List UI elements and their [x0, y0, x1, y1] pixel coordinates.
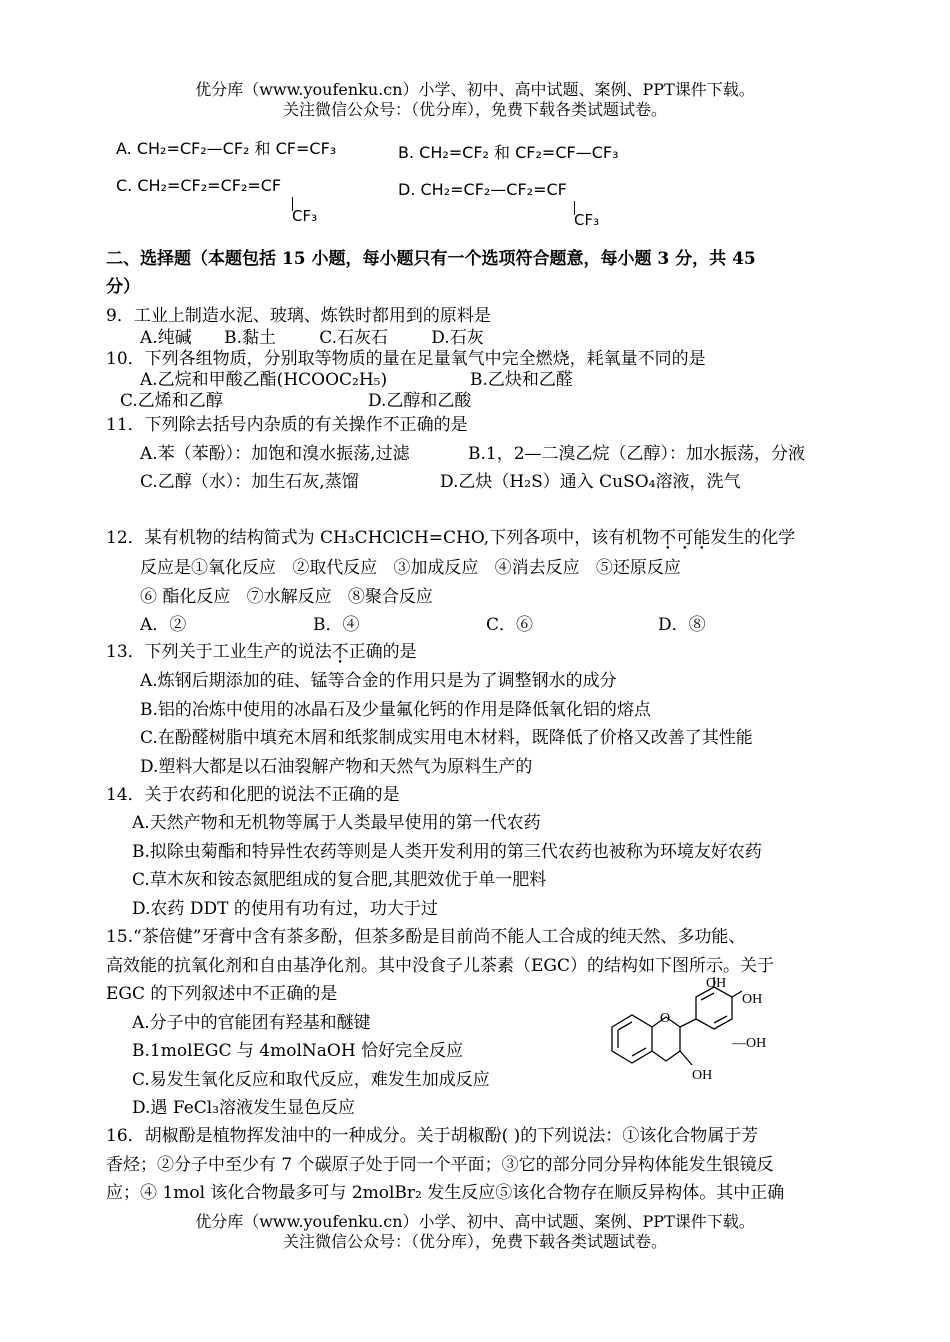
q14-option-b: B.拟除虫菊酯和特异性农药等则是人类开发利用的第三代农药也被称为环境友好农药 [132, 842, 762, 862]
q13-stem-prefix: 13．下列关于工业生产的说法 [106, 642, 332, 662]
footer-line-2: 关注微信公众号：（优分库），免费下载各类试题试卷。 [282, 1232, 667, 1251]
q15-option-b: B.1molEGC 与 4molNaOH 恰好完全反应 [132, 1041, 464, 1061]
q13-option-d: D.塑料大都是以石油裂解产物和天然气为原料生产的 [140, 757, 533, 777]
egc-oh-bottom-label: OH [692, 1068, 713, 1083]
q15-line-1: 15.“茶倍健”牙膏中含有茶多酚，但茶多酚是目前尚不能人工合成的纯天然、多功能、 [106, 927, 746, 947]
q15-line-2: 高效能的抗氧化剂和自由基净化剂。其中没食子儿茶素（EGC）的结构如下图所示。关于 [106, 956, 774, 976]
q8-option-c-substituent: CF₃ [292, 207, 318, 225]
q14-stem: 14．关于农药和化肥的说法不正确的是 [106, 785, 400, 805]
q13-option-b: B.铝的冶炼中使用的冰晶石及少量氟化钙的作用是降低氧化铝的熔点 [140, 700, 651, 720]
q9-stem: 9．工业上制造水泥、玻璃、炼铁时都用到的原料是 [106, 306, 491, 326]
q8-option-b: B. CH₂=CF₂ 和 CF₂=CF—CF₃ [398, 143, 619, 162]
q13-stem-suffix: 正确的是 [348, 642, 417, 662]
q12-stem-prefix: 12．某有机物的结构简式为 CH₃CHClCH=CHO,下列各项中，该有机物 [106, 528, 660, 548]
q8-option-d-substituent: CF₃ [574, 211, 600, 229]
q15-option-c: C.易发生氧化反应和取代反应，难发生加成反应 [132, 1070, 490, 1090]
q10-option-a: A.乙烷和甲酸乙酯(HCOOC₂H₅) [140, 370, 388, 390]
q13-stem [106, 637, 417, 662]
q14-option-a: A.天然产物和无机物等属于人类最早使用的第一代农药 [132, 813, 541, 833]
q12-stem-suffix: 发生的化学 [710, 528, 796, 548]
q9-options: A.纯碱 B.黏土 C.石灰石 D.石灰 [140, 328, 484, 348]
header-line-2: 关注微信公众号：（优分库），免费下载各类试题试卷。 [282, 100, 667, 119]
q13-stem-emphasis: 不 [331, 642, 349, 662]
egc-oh-top-label: OH [706, 976, 727, 991]
q10-option-c: C.乙烯和乙醇 [120, 391, 223, 411]
q12-line-2: 反应是①氧化反应 ②取代反应 ③加成反应 ④消去反应 ⑤还原反应 [140, 558, 681, 578]
q12-line-3: ⑥ 酯化反应 ⑦水解反应 ⑧聚合反应 [140, 587, 433, 607]
q16-line-1: 16．胡椒酚是植物挥发油中的一种成分。关于胡椒酚( )的下列说法：①该化合物属于芳 [106, 1126, 759, 1146]
q12-option-d: D．⑧ [658, 615, 706, 635]
q14-option-d: D.农药 DDT 的使用有功有过，功大于过 [132, 899, 438, 919]
footer-line-1: 优分库（www.youfenku.cn）小学、初中、高中试题、案例、PPT课件下载。 [195, 1212, 755, 1231]
q15-option-a: A.分子中的官能团有羟基和醚键 [132, 1013, 371, 1033]
q12-option-a: A．② [140, 615, 187, 635]
q13-option-c: C.在酚醛树脂中填充木屑和纸浆制成实用电木材料，既降低了价格又改善了其性能 [140, 728, 753, 748]
q11-option-c: C.乙醇（水）：加生石灰,蒸馏 [140, 472, 359, 492]
egc-oh-upper-right-label: OH [742, 992, 763, 1007]
q8-option-a: A. CH₂=CF₂—CF₂ 和 CF=CF₃ [116, 139, 337, 158]
q11-option-d: D.乙炔（H₂S）通入 CuSO₄溶液，洗气 [440, 472, 741, 492]
q11-stem: 11．下列除去括号内杂质的有关操作不正确的是 [106, 415, 468, 435]
q10-option-b: B.乙炔和乙醛 [470, 370, 573, 390]
egc-ring-oxygen-label: O [660, 1011, 671, 1026]
egc-structure-diagram [600, 975, 800, 1105]
q12-stem [106, 523, 795, 548]
q16-line-3: 应；④ 1mol 该化合物最多可与 2molBr₂ 发生反应⑤该化合物存在顺反异构体。其中正确 [106, 1183, 785, 1203]
section-2-title-line-1: 二、选择题（本题包括 15 小题，每小题只有一个选项符合题意，每小题 3 分，共 45 [106, 249, 756, 269]
q10-stem: 10．下列各组物质，分别取等物质的量在足量氧气中完全燃烧，耗氧量不同的是 [106, 349, 706, 369]
egc-oh-right-label: —OH [732, 1036, 767, 1051]
q12-stem-emphasis-3: 能 [693, 528, 711, 548]
header-line-1: 优分库（www.youfenku.cn）小学、初中、高中试题、案例、PPT课件下载。 [195, 80, 755, 99]
q10-option-d: D.乙醇和乙酸 [368, 391, 472, 411]
q14-option-c: C.草木灰和铵态氮肥组成的复合肥,其肥效优于单一肥料 [132, 870, 547, 890]
q12-option-b: B．④ [313, 615, 360, 635]
q13-option-a: A.炼钢后期添加的硅、锰等合金的作用只是为了调整钢水的成分 [140, 671, 617, 691]
q8-option-c: C. CH₂=CF₂=CF₂=CF [116, 176, 282, 195]
q16-line-2: 香烃；②分子中至少有 7 个碳原子处于同一个平面；③它的部分同分异构体能发生银镜反 [106, 1155, 774, 1175]
section-2-title-line-2: 分） [106, 277, 140, 297]
q12-stem-emphasis-1: 不 [659, 528, 677, 548]
q12-stem-emphasis-2: 可 [676, 528, 694, 548]
q15-option-d: D.遇 FeCl₃溶液发生显色反应 [132, 1098, 356, 1118]
q11-option-b: B.1，2—二溴乙烷（乙醇）：加水振荡，分液 [468, 444, 806, 464]
q8-option-d: D. CH₂=CF₂—CF₂=CF [398, 180, 567, 199]
q15-line-3: EGC 的下列叙述中不正确的是 [106, 984, 338, 1004]
q11-option-a: A.苯（苯酚）：加饱和溴水振荡,过滤 [140, 444, 410, 464]
q12-option-c: C．⑥ [486, 615, 534, 635]
